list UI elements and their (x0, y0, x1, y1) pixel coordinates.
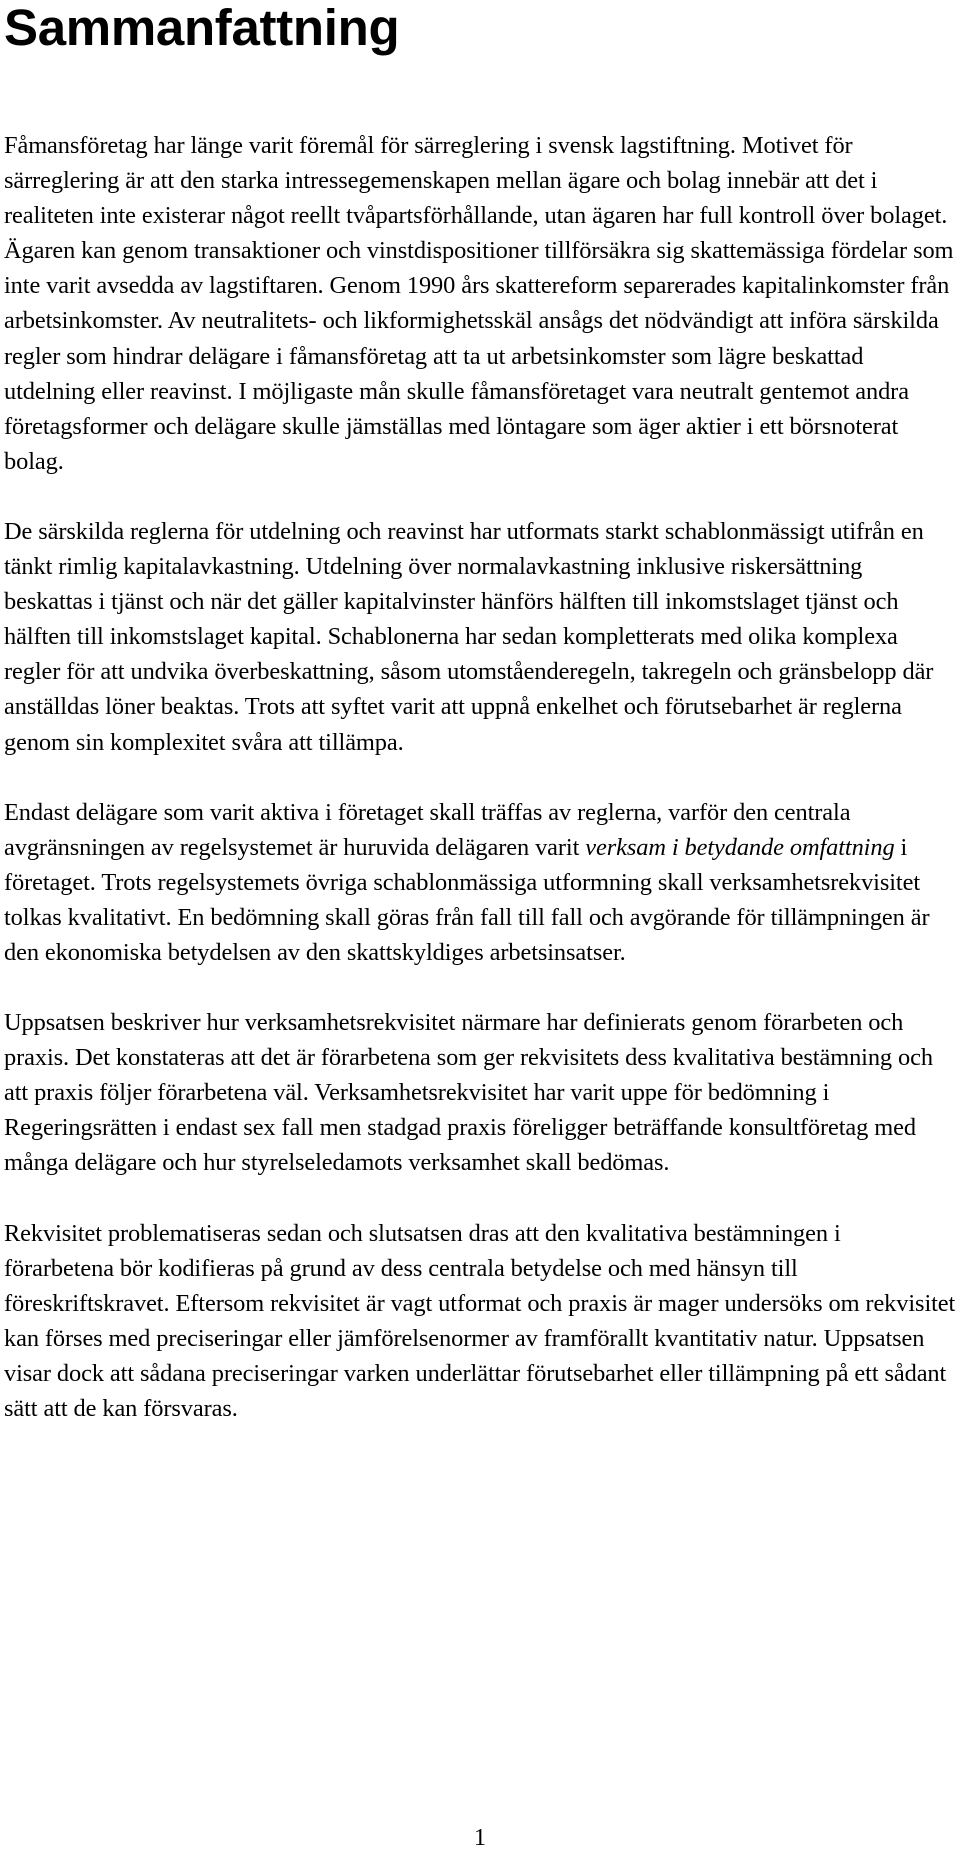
paragraph-3-text-before: Endast delägare som varit aktiva i företaget skall träffas av reglerna, varför den centrala avgränsningen av regelsystemet är huruvida delägaren varit (4, 798, 851, 861)
page-title: Sammanfattning (4, 0, 400, 56)
paragraph-5: Rekvisitet problematiseras sedan och slutsatsen dras att den kvalitativa bestämningen i förarbetena bör kodifieras på grund av dess centrala betydelse och med hänsyn till föreskriftskravet. Eftersom rekvisitet är vagt utformat och praxis är mager undersöks om rekvisitet kan förses med preciseringar eller jämförelsenormer av framförallt kvantitativ natur. Uppsatsen visar dock att sådana preciseringar varken underlättar förutsebarhet eller tillämpning på ett sådant sätt att de kan försvaras. (4, 1219, 956, 1422)
paragraph-3-text-after: i företaget. Trots regelsystemets övriga schablonmässiga utformning skall verksamhetsrekvisitet tolkas kvalitativt. En bedömning skall göras från fall till fall och avgörande för tillämpningen är den ekonomiska betydelsen av den skattskyldiges arbetsinsatser. (4, 833, 930, 966)
document-body (4, 128, 956, 1461)
paragraph-2: De särskilda reglerna för utdelning och reavinst har utformats starkt schablonmässigt utifrån en tänkt rimlig kapitalavkastning. Utdelning över normalavkastning inklusive riskersättning beskattas i tjänst och när det gäller kapitalvinster hänförs hälften till inkomstslaget tjänst och hälften till inkomstslaget kapital. Schablonerna har sedan kompletterats med olika komplexa regler för att undvika överbeskattning, såsom utomståenderegeln, takregeln och gränsbelopp där anställdas löner beaktas. Trots att syftet varit att uppnå enkelhet och förutsebarhet är reglerna genom sin komplexitet svåra att tillämpa. (4, 517, 934, 756)
paragraph-3-emphasis: verksam i betydande omfattning (585, 833, 895, 861)
paragraph-3 (4, 795, 956, 970)
paragraph-1: Fåmansföretag har länge varit föremål för särreglering i svensk lagstiftning. Motivet för särreglering är att den starka intressegemenskapen mellan ägare och bolag innebär att det i realiteten inte existerar något reellt tvåpartsförhållande, utan ägaren har full kontroll över bolaget. Ägaren kan genom transaktioner och vinstdispositioner tillförsäkra sig skattemässiga fördelar som inte varit avsedda av lagstiftaren. Genom 1990 års skattereform separerades kapitalinkomster från arbetsinkomster. Av neutralitets- och likformighetsskäl ansågs det nödvändigt att införa särskilda regler som hindrar delägare i fåmansföretag att ta ut arbetsinkomster som lägre beskattad utdelning eller reavinst. I möjligaste mån skulle fåmansföretaget vara neutralt gentemot andra företagsformer och delägare skulle jämställas med löntagare som äger aktier i ett börsnoterat bolag. (4, 132, 954, 475)
paragraph-4: Uppsatsen beskriver hur verksamhetsrekvisitet närmare har definierats genom förarbeten och praxis. Det konstateras att det är förarbetena som ger rekvisitets dess kvalitativa bestämning och att praxis följer förarbetena väl. Verksamhetsrekvisitet har varit uppe för bedömning i Regeringsrätten i endast sex fall men stadgad praxis föreligger beträffande konsultföretag med många delägare och hur styrelseledamots verksamhet skall bedömas. (4, 1009, 933, 1177)
page-number: 1 (473, 1824, 487, 1851)
